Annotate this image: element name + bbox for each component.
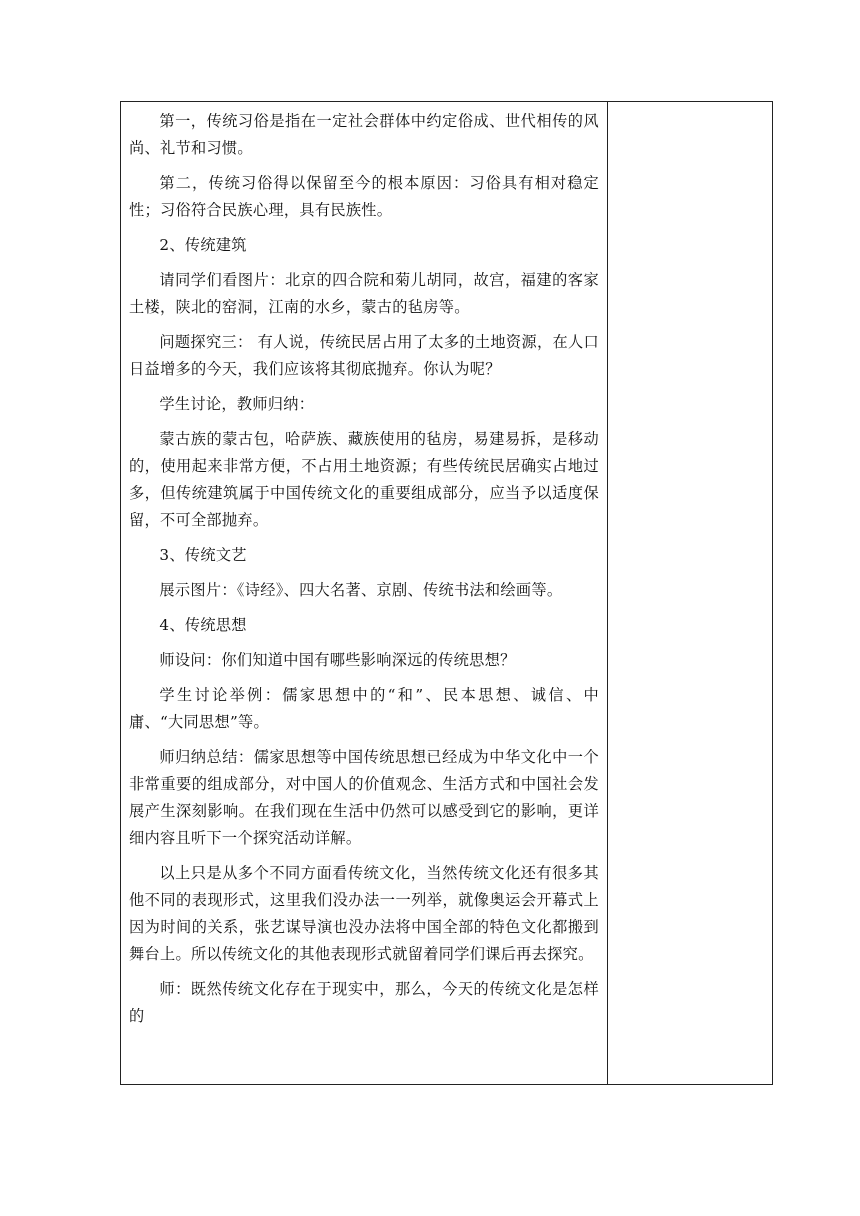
paragraph-mongolian-yurt: 蒙古族的蒙古包，哈萨族、藏族使用的毡房，易建易拆，是移动的，使用起来非常方便，不占用土地资源；有些传统民居确实占地过多，但传统建筑属于中国传统文化的重要组成部分，应当予以适度保留，不可全部抛弃。 xyxy=(129,430,599,529)
notes-cell xyxy=(608,102,773,1084)
paragraph-question-three: 问题探究三： 有人说，传统民居占用了太多的土地资源，在人口日益增多的今天，我们应该将其彻底抛弃。你认为呢？ xyxy=(129,333,599,378)
heading-traditional-thought: 4、传统思想 xyxy=(159,616,247,634)
lesson-content-cell xyxy=(129,108,599,1030)
lesson-table xyxy=(120,101,773,1085)
paragraph-teacher-transition: 师：既然传统文化存在于现实中，那么，今天的传统文化是怎样的 xyxy=(129,980,599,1025)
paragraph-architecture-pictures: 请同学们看图片：北京的四合院和菊儿胡同，故宫，福建的客家土楼，陕北的窑洞，江南的水乡，蒙古的毡房等。 xyxy=(129,271,599,316)
paragraph-custom-definition: 第一，传统习俗是指在一定社会群体中约定俗成、世代相传的风尚、礼节和习惯。 xyxy=(129,112,599,157)
heading-traditional-architecture: 2、传统建筑 xyxy=(159,236,247,254)
paragraph-teacher-summary: 师归纳总结：儒家思想等中国传统思想已经成为中华文化中一个非常重要的组成部分，对中国人的价值观念、生活方式和中国社会发展产生深刻影响。在我们现在生活中仍然可以感受到它的影响，更详细内容且听下一个探究活动详解。 xyxy=(129,748,599,847)
paragraph-arts-pictures: 展示图片：《诗经》、四大名著、京剧、传统书法和绘画等。 xyxy=(159,581,563,599)
paragraph-other-forms: 以上只是从多个不同方面看传统文化，当然传统文化还有很多其他不同的表现形式，这里我们没办法一一列举，就像奥运会开幕式上因为时间的关系，张艺谋导演也没办法将中国全部的特色文化都搬到舞台上。所以传统文化的其他表现形式就留着同学们课后再去探究。 xyxy=(129,864,599,963)
paragraph-teacher-question: 师设问：你们知道中国有哪些影响深远的传统思想？ xyxy=(159,651,516,669)
paragraph-student-examples: 学生讨论举例：儒家思想中的“和”、民本思想、诚信、中庸、“大同思想”等。 xyxy=(129,686,599,731)
paragraph-custom-reason: 第二，传统习俗得以保留至今的根本原因：习俗具有相对稳定性；习俗符合民族心理，具有民族性。 xyxy=(129,174,599,219)
paragraph-discussion-summary: 学生讨论，教师归纳： xyxy=(159,395,315,413)
heading-traditional-arts: 3、传统文艺 xyxy=(159,546,247,564)
